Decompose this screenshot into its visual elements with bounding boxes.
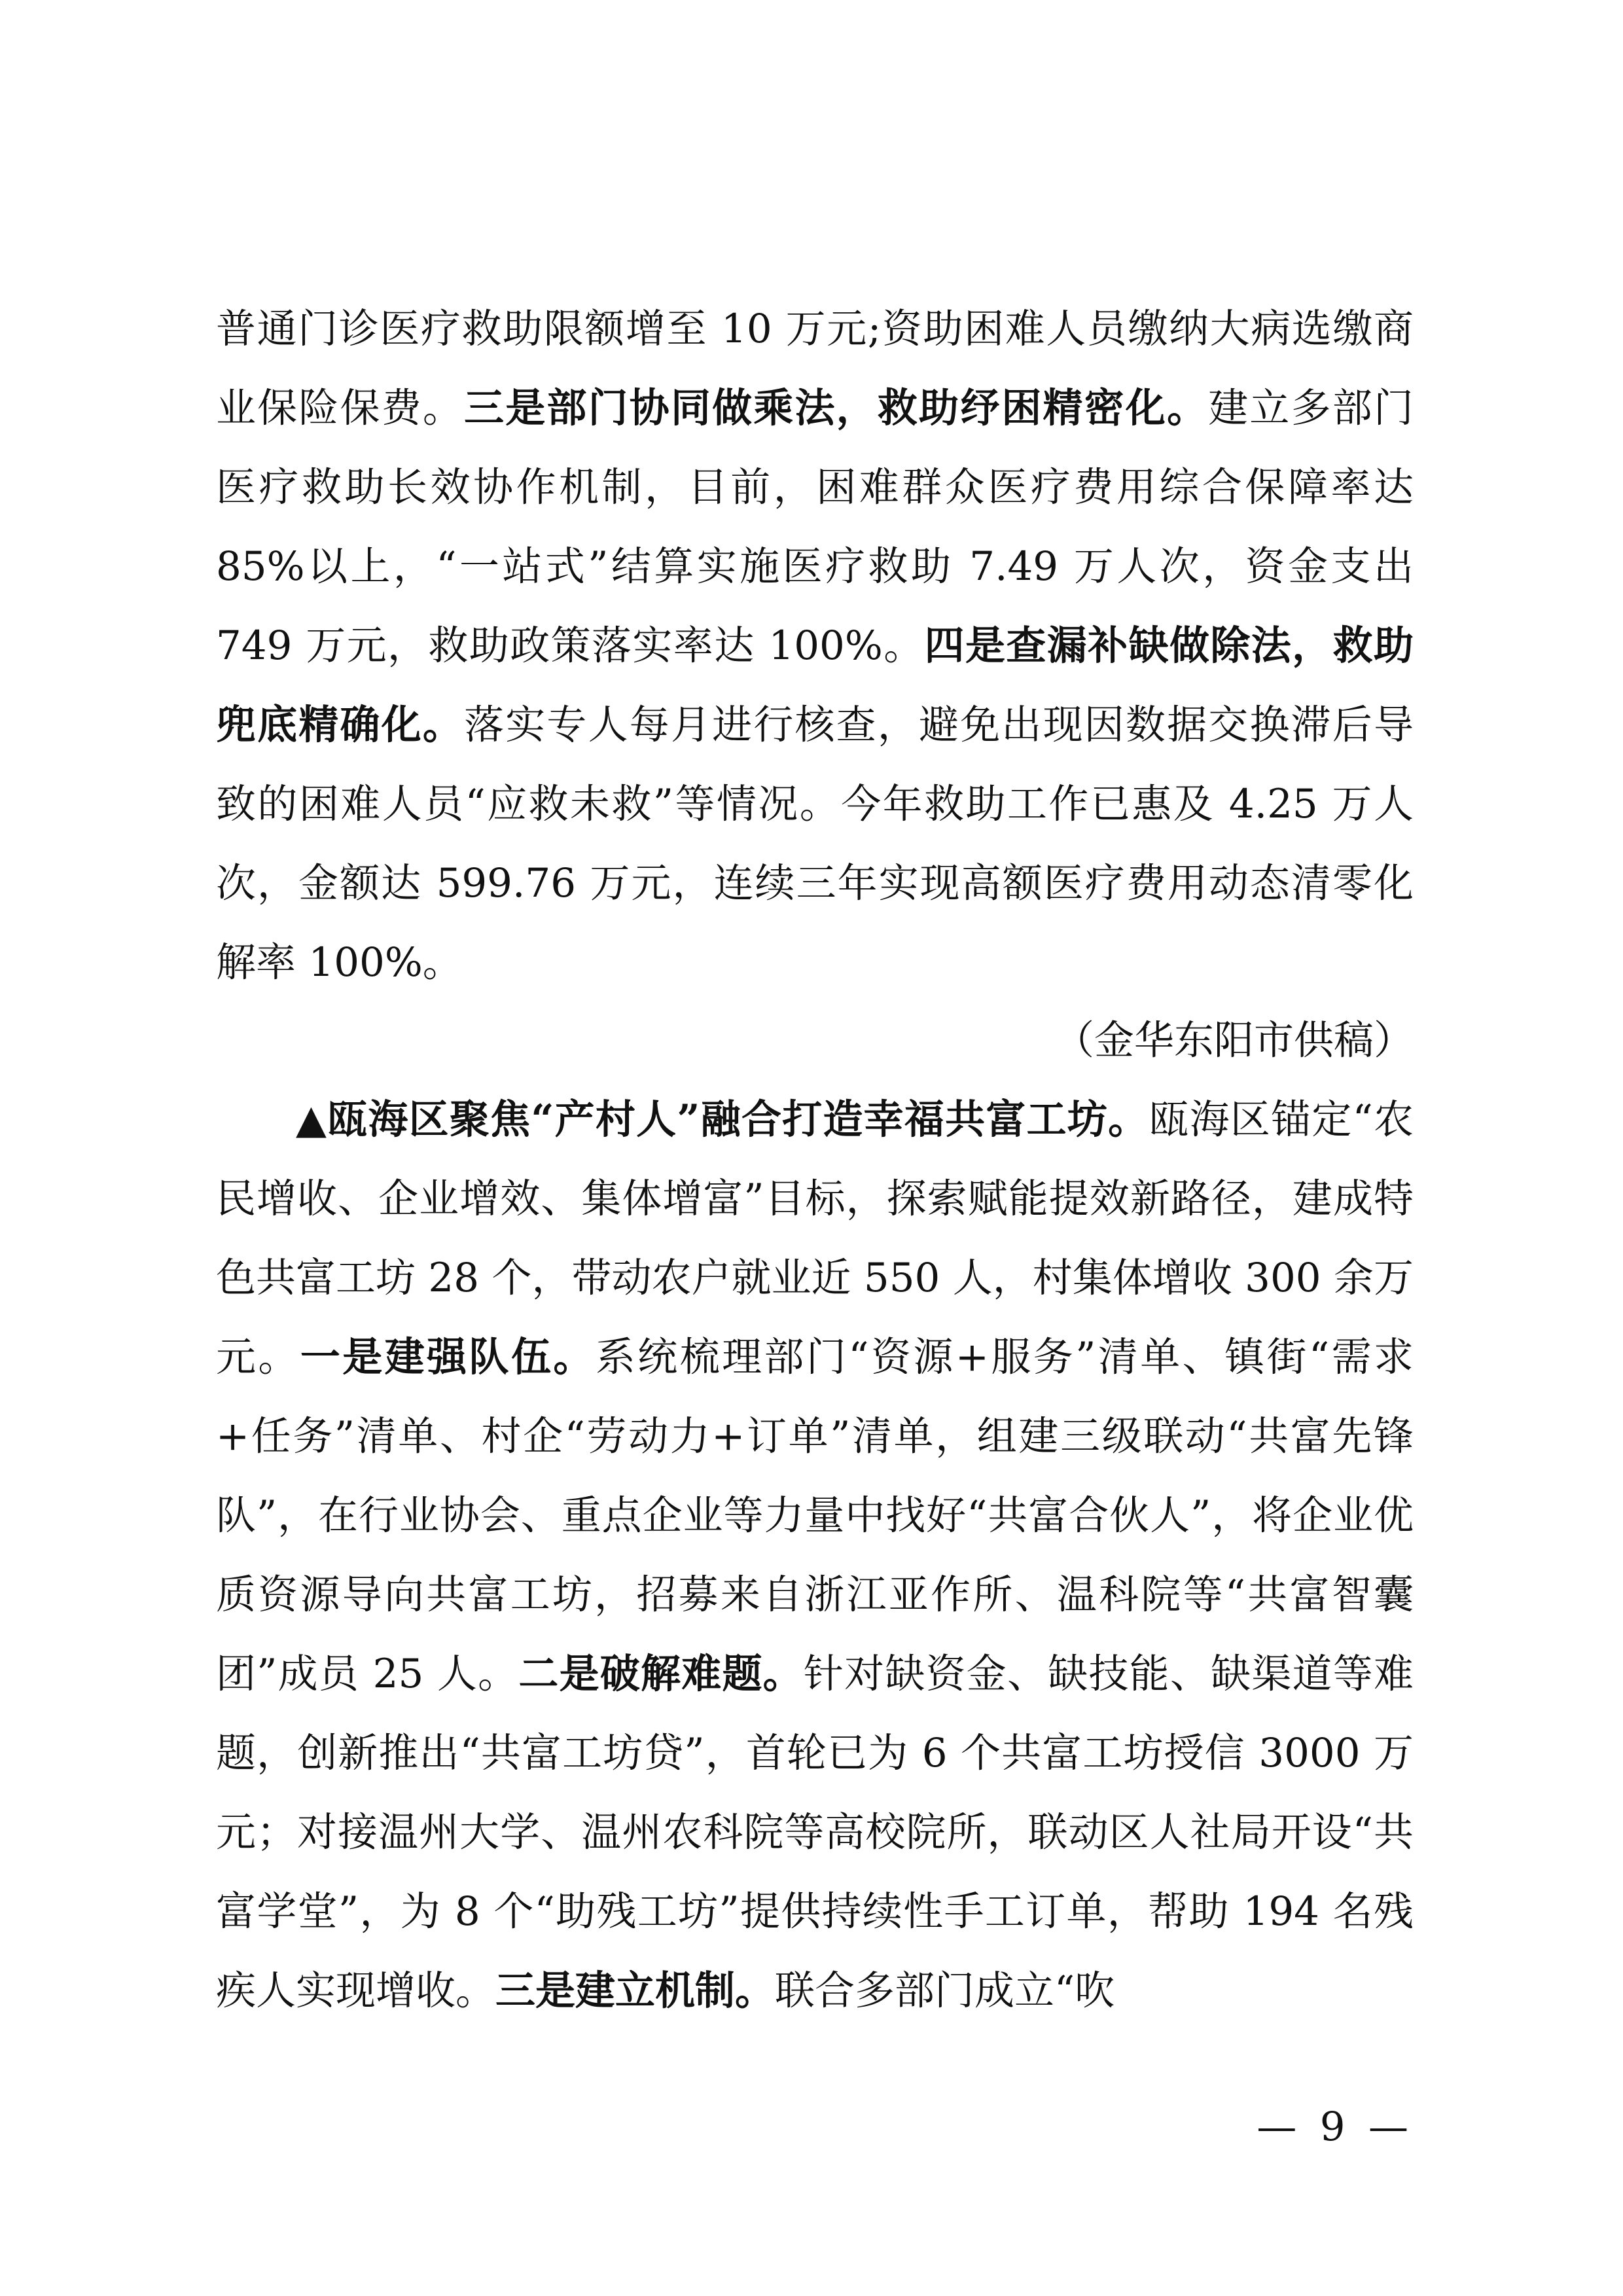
- paragraph-medical-aid-conclusion: [216, 289, 1414, 1002]
- source-credit: （金华东阳市供稿）: [1054, 1017, 1414, 1064]
- paragraph-2-heading-3: 三是建立机制。: [495, 1967, 776, 2014]
- paragraph-ouhai-workshops: [216, 1080, 1414, 2030]
- paragraph-1-heading-3: 三是部门协同做乘法，救助纾困精密化。: [464, 385, 1209, 431]
- paragraph-2-heading-2: 二是破解难题。: [518, 1651, 804, 1697]
- paragraph-1-heading-4: 四是查漏补缺做除法，救助兜底精确化。: [216, 622, 1414, 748]
- paragraph-1-segment: 落实专人每月进行核查，避免出现因数据交换滞后导致的困难人员“应救未救”等情况。今年救助工作已惠及 4.25 万人次，金额达 599.76 万元，连续三年实现高额医疗费用动态清零化解率 100%。: [216, 702, 1414, 986]
- paragraph-1-segment: 普通门诊医疗救助限额增至 10 万元;资助困难人员缴纳大病选缴商业保险保费。: [216, 306, 1414, 431]
- paragraph-2-segment: 瓯海区锚定“农民增收、企业增效、集体增富”目标，探索赋能提效新路径，建成特色共富工坊 28 个，带动农户就业近 550 人，村集体增收 300 余万元。: [216, 1096, 1414, 1380]
- paragraph-2-segment: 系统梳理部门“资源+服务”清单、镇街“需求+任务”清单、村企“劳动力+订单”清单，组建三级联动“共富先锋队”，在行业协会、重点企业等力量中找好“共富合伙人”，将企业优质资源导向共富工坊，招募来自浙江亚作所、温科院等“共富智囊团”成员 25 人。: [216, 1334, 1414, 1697]
- page-number: — 9 —: [1257, 2104, 1414, 2150]
- paragraph-2-heading-1: 一是建强队伍。: [300, 1334, 596, 1380]
- paragraph-2-segment: 针对缺资金、缺技能、缺渠道等难题，创新推出“共富工坊贷”，首轮已为 6 个共富工坊授信 3000 万元；对接温州大学、温州农科院等高校院所，联动区人社局开设“共富学堂”，为 8 个“助残工坊”提供持续性手工订单，帮助 194 名残疾人实现增收。: [216, 1651, 1414, 2014]
- article-headline: ▲瓯海区聚焦“产村人”融合打造幸福共富工坊。: [296, 1096, 1149, 1143]
- paragraph-1-segment: 建立多部门医疗救助长效协作机制，目前，困难群众医疗费用综合保障率达 85%以上，“一站式”结算实施医疗救助 7.49 万人次，资金支出 749 万元，救助政策落实率达 100%。: [216, 385, 1414, 669]
- paragraph-2-segment: 联合多部门成立“吹: [775, 1967, 1115, 2014]
